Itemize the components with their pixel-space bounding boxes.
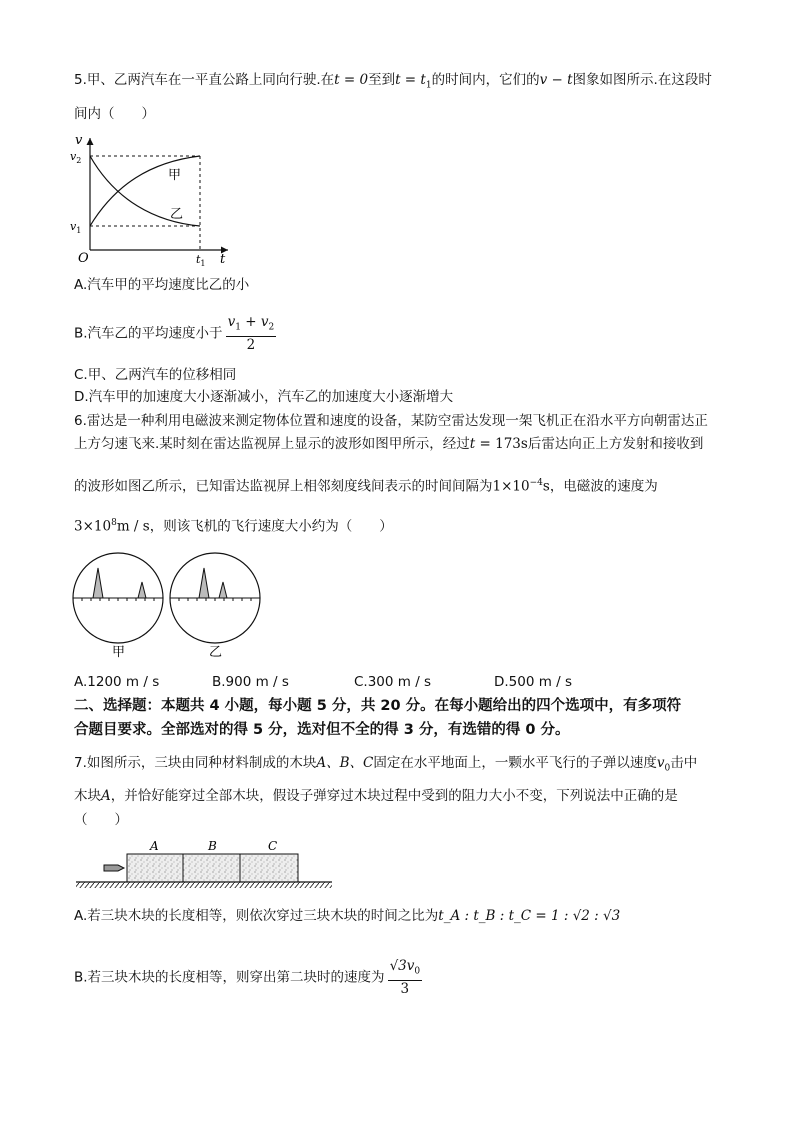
q7-stem-line3: （ ） — [74, 812, 128, 828]
section2-heading-line2: 合题目要求。全部选对的得 5 分，选对但不全的得 3 分，有选错的得 0 分。 — [74, 722, 570, 738]
q5-stem-line2: 间内（ ） — [74, 106, 155, 122]
q7-stem-line2: 木块A，并恰好能穿过全部木块，假设子弹穿过木块过程中受到的阻力大小不变，下列说法中正确的是 — [74, 788, 678, 804]
v-axis-label: v — [75, 133, 83, 148]
q5-option-c[interactable]: C.甲、乙两汽车的位移相同 — [74, 367, 237, 383]
radar-label-jia: 甲 — [112, 645, 126, 660]
pulse-yi-emit — [199, 568, 209, 598]
q7-option-b-fraction: $\frac{√3v_0}{3}$ — [389, 958, 421, 997]
origin-label: O — [78, 251, 89, 266]
q5-stem-line1: 5.甲、乙两汽车在一平直公路上同向行驶.在t = 0至到$t = t_1$的时间内，它们的v − t图象如图所示.在这段时 — [74, 72, 712, 91]
q5-option-d[interactable]: D.汽车甲的加速度大小逐渐减小，汽车乙的加速度大小逐渐增大 — [74, 389, 454, 405]
q7-option-b[interactable]: B.若三块木块的长度相等，则穿出第二块时的速度为 $\frac{√3v_0}{3}$ — [74, 958, 421, 997]
t1-label: $t_1$ — [196, 253, 206, 268]
bullet-icon — [104, 865, 124, 871]
ground-hatch — [76, 882, 332, 888]
q5-option-b[interactable]: B.汽车乙的平均速度小于 $\frac{v_1 + v_2}{2}$ — [74, 314, 275, 353]
pulse-yi-echo — [219, 582, 227, 598]
q7-option-a[interactable]: A.若三块木块的长度相等，则依次穿过三块木块的时间之比为t_A : t_B : t_C = 1 : √2 : √3 — [74, 908, 621, 924]
curve-jia — [90, 156, 200, 226]
section2-heading-line1: 二、选择题：本题共 4 小题，每小题 5 分，共 20 分。在每小题给出的四个选项中，有多项符 — [74, 698, 682, 714]
block-a-label: A — [150, 839, 159, 853]
pulse-jia-echo — [138, 582, 146, 598]
v1-label: $v_1$ — [70, 220, 82, 235]
block-b — [183, 854, 240, 882]
v2-label: $v_2$ — [70, 150, 82, 165]
q6-stem-line4: $3\times 10^8m / s$，则该飞机的飞行速度大小约为（ ） — [74, 518, 393, 535]
q7-stem-line1: 7.如图所示，三块由同种材料制成的木块A、B、C固定在水平地面上，一颗水平飞行的子弹以速度$v_0$击中 — [74, 755, 698, 774]
q6-stem-line3: 的波形如图乙所示，已知雷达监视屏上相邻刻度线间表示的时间间隔为$1\times 10^{-4}s$，电磁波的速度为 — [74, 478, 658, 495]
radar-screen-jia — [73, 553, 163, 643]
radar-label-yi: 乙 — [209, 645, 223, 660]
q6-radar-figure — [72, 552, 272, 662]
block-c — [240, 854, 298, 882]
q6-option-c[interactable]: C.300 m / s — [354, 674, 432, 690]
block-b-label: B — [208, 839, 217, 853]
q6-option-d[interactable]: D.500 m / s — [494, 674, 573, 690]
curve-yi-label: 乙 — [170, 207, 184, 222]
pulse-jia-emit — [93, 568, 103, 598]
block-c-label: C — [268, 839, 278, 853]
q6-options — [74, 672, 572, 692]
q6-option-b[interactable]: B.900 m / s — [212, 674, 289, 690]
q7-blocks-figure — [74, 835, 344, 895]
q6-stem-line1: 6.雷达是一种利用电磁波来测定物体位置和速度的设备，某防空雷达发现一架飞机正在沿水平方向朝雷达正 — [74, 413, 708, 429]
q7-option-a-formula: t_A : t_B : t_C = 1 : √2 : √3 — [438, 908, 621, 924]
t-axis-label: t — [220, 252, 226, 267]
curve-yi — [90, 156, 200, 226]
q6-stem-line2: 上方匀速飞来.某时刻在雷达监视屏上显示的波形如图甲所示，经过t = 173s后雷达向正上方发射和接收到 — [74, 436, 704, 452]
q5-option-b-fraction: $\frac{v_1 + v_2}{2}$ — [227, 314, 275, 353]
q5-option-a[interactable]: A.汽车甲的平均速度比乙的小 — [74, 277, 250, 293]
curve-jia-label: 甲 — [168, 168, 182, 183]
radar-screen-yi — [170, 553, 260, 643]
q5-vt-graph — [70, 130, 240, 268]
block-a — [127, 854, 183, 882]
q6-option-a[interactable]: A.1200 m / s — [74, 674, 160, 690]
